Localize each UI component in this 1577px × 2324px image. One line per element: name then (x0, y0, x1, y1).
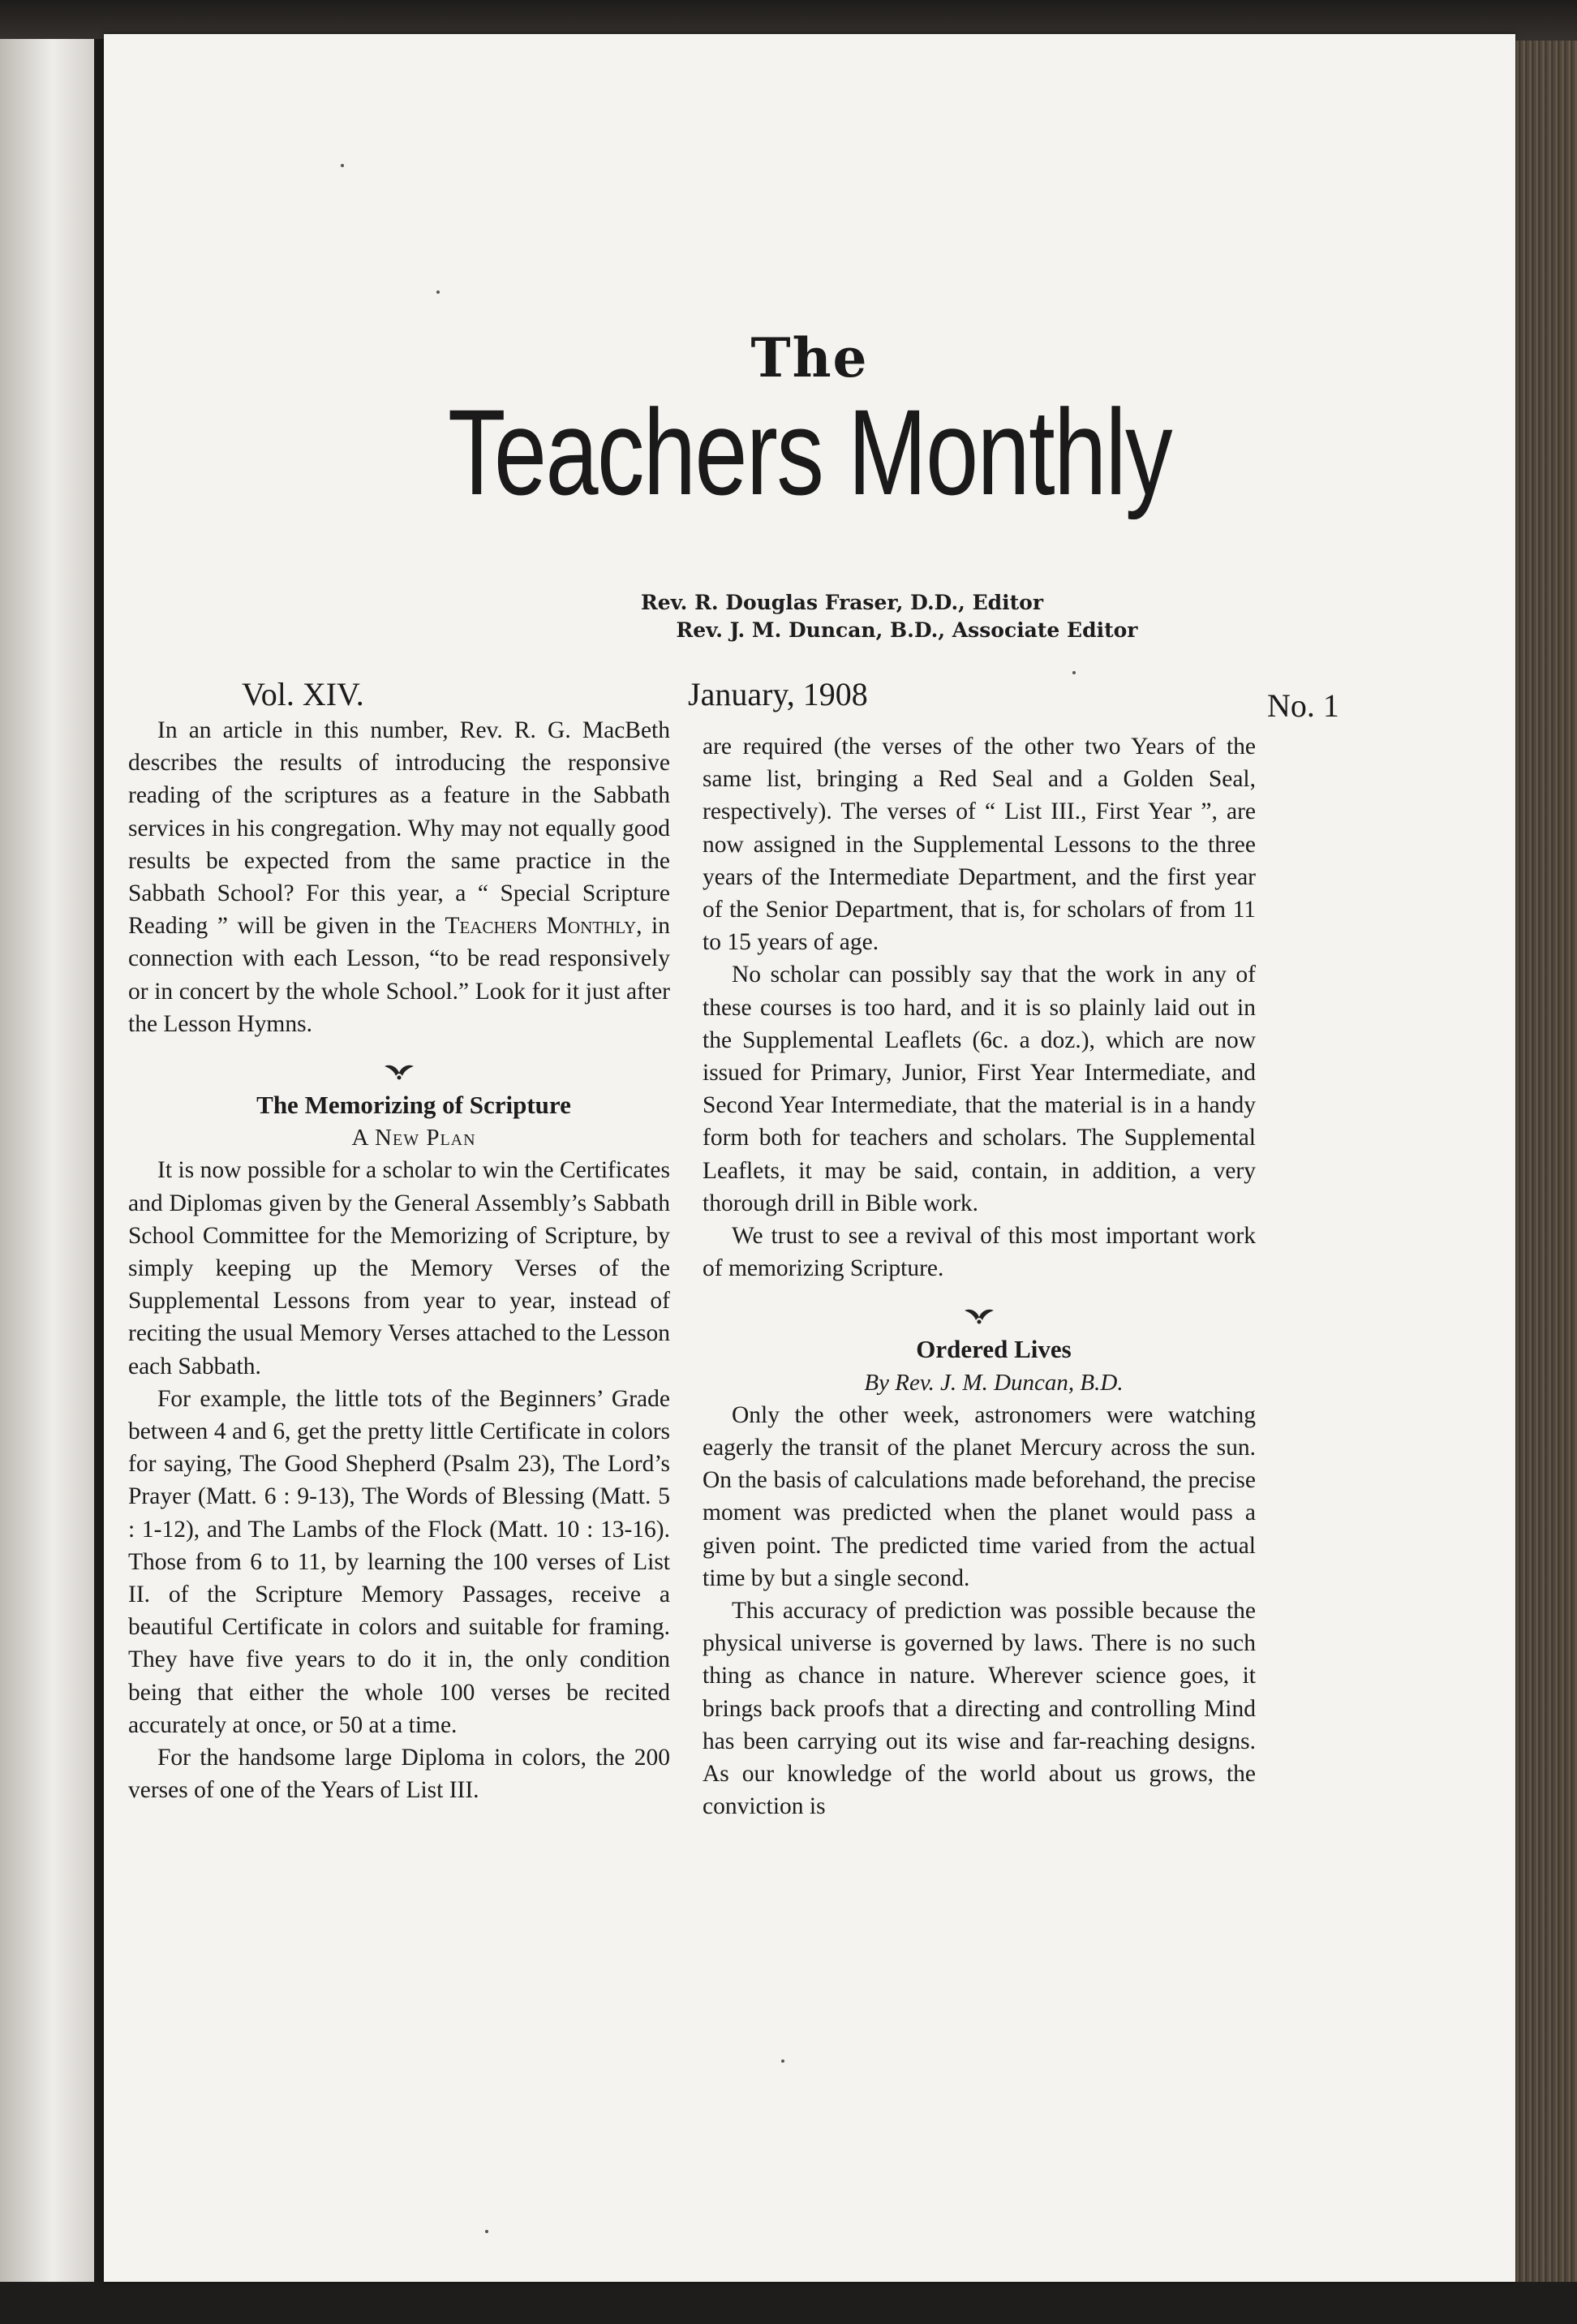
associate-editor-line: Rev. J. M. Duncan, B.D., Associate Editor (676, 618, 1138, 642)
article-byline: By Rev. J. M. Duncan, B.D. (864, 1369, 1124, 1396)
book-page-edges (1515, 41, 1577, 2288)
new-plan-subheading: A New Plan (351, 1125, 476, 1151)
speck (485, 2230, 488, 2233)
issue-number: No. 1 (1267, 687, 1339, 724)
fleuron-icon (380, 1061, 419, 1081)
paragraph: For the handsome large Diploma in colors, the 200 verses of one of the Years of List III. (128, 1745, 670, 1804)
paragraph: For example, the little tots of the Beginners’ Grade between 4 and 6, get the pretty little Certificate in colors for saying, The Good Shepherd (Psalm 23), The Lord’s Prayer (Matt. 6 : 9-13), The Words of Blessing (Matt. 5 : 1-12), and The Lambs of the Flock (Matt. 10 : 13-16). Those from 6 to 11, by learning the 100 verses of List II. of the Scripture Memory Passages, receive a beautiful Certificate in colors and suitable for framing. They have five years to do it in, the only condition being that either the whole 100 verses be recited accurately at once, or 50 at a time. (128, 1385, 670, 1738)
right-column (703, 730, 1256, 1823)
left-column (128, 714, 670, 1807)
intro-paragraph: In an article in this number, Rev. R. G. MacBeth describes the results of introducing the responsive reading of the scriptures as a feature in the Sabbath services in his congregation. Why may not equally good results be expected from the same practice in the Sabbath School? For this year, a “ Special Scripture Reading ” will be given in the Teachers Monthly, in connection with each Lesson, “to be read responsively or in concert by the whole School.” Look for it just after the Lesson Hymns. (128, 717, 670, 1037)
paragraph: We trust to see a revival of this most important work of memorizing Scripture. (703, 1223, 1256, 1282)
continued-paragraph: are required (the verses of the other two Years of the same list, bringing a Red Seal and a Golden Seal, respectively). The verses of “ List III., First Year ”, are now assigned in the Supplemental Lessons to the three years of the Intermediate Department, and the first year of the Senior Department, that is, for scholars of from 11 to 15 years of age. (703, 734, 1256, 956)
scan-bottom-edge (0, 2282, 1577, 2324)
magazine-name-inline: Teachers Monthly (445, 913, 637, 940)
masthead-the: The (750, 326, 869, 389)
editor-line: Rev. R. Douglas Fraser, D.D., Editor (640, 591, 1043, 614)
paragraph: Only the other week, astronomers were watching eagerly the transit of the planet Mercury across the sun. On the basis of calculations made beforehand, the precise moment was predicted when the planet would pass a given point. The predicted time varied from the actual time by but a single second. (703, 1401, 1256, 1591)
paragraph: It is now possible for a scholar to win the Certificates and Diplomas given by the General Assembly’s Sabbath School Committee for the Memorizing of Scripture, by simply keeping up the Memory Verses of the Supplemental Lessons from year to year, instead of reciting the usual Memory Verses attached to the Lesson each Sabbath. (128, 1157, 670, 1379)
paragraph: This accuracy of prediction was possible because the physical universe is governed by laws. There is no such thing as chance in nature. Wherever science goes, it brings back proofs that a directing and controlling Mind has been carrying out its wise and far-reaching designs. As our knowledge of the world about us grows, the conviction is (703, 1598, 1256, 1820)
paragraph: No scholar can possibly say that the work in any of these courses is too hard, and it is so plainly laid out in the Supplemental Leaflets (6c. a doz.), which are now issued for Primary, Junior, First Year Intermediate, and Second Year Intermediate, that the material is in a handy form both for teachers and scholars. The Supplemental Leaflets, it may be said, contain, in addition, a very thorough drill in Bible work. (703, 962, 1256, 1216)
speck (1072, 671, 1076, 674)
ordered-lives-heading: Ordered Lives (916, 1335, 1072, 1364)
fleuron-icon (960, 1306, 999, 1325)
issue-date: January, 1908 (688, 676, 868, 712)
facing-left-page (0, 39, 96, 2303)
speck (436, 290, 440, 294)
dateline (104, 675, 1515, 724)
memorizing-heading: The Memorizing of Scripture (256, 1091, 571, 1120)
volume-label: Vol. XIV. (242, 676, 364, 712)
speck (781, 2059, 784, 2063)
speck (341, 164, 344, 167)
masthead-title: Teachers Monthly (448, 384, 1171, 520)
